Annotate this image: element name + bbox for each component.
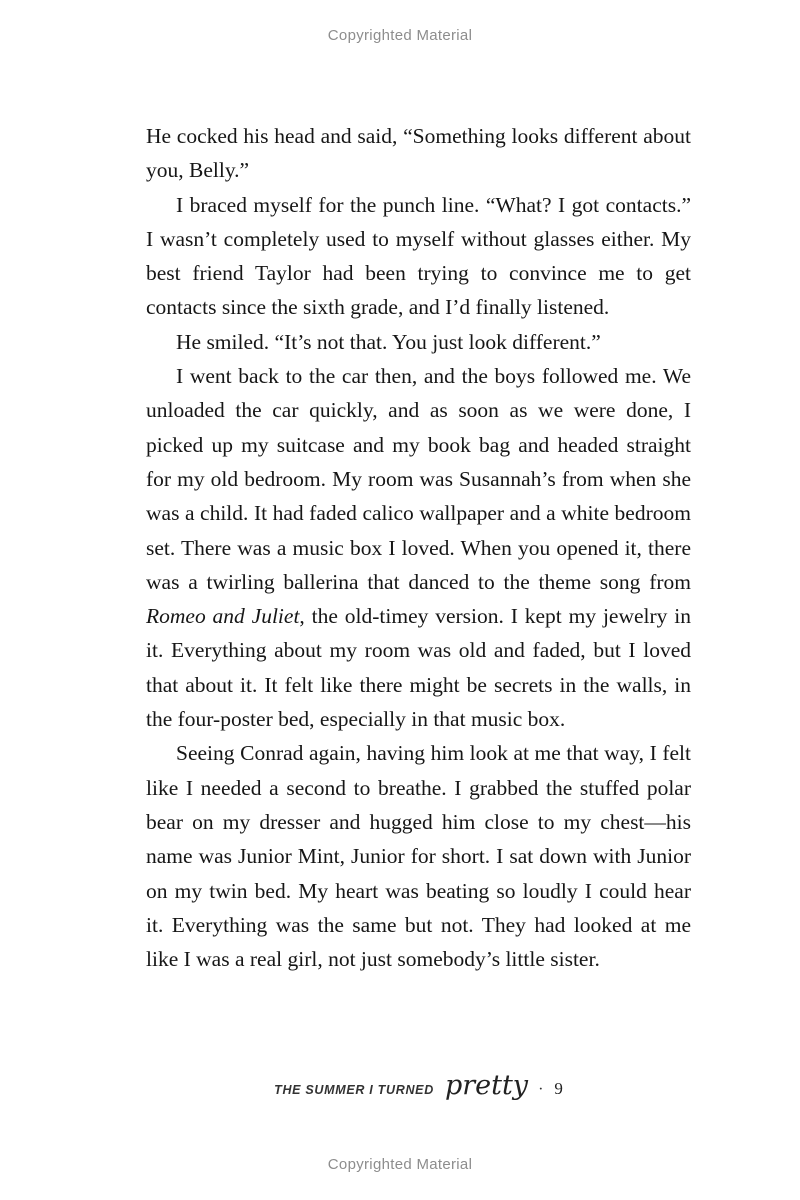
- paragraph-1: He cocked his head and said, “Something looks different about you, Belly.”: [146, 124, 691, 183]
- paragraph-4: [146, 359, 691, 736]
- page-number: 9: [554, 1079, 563, 1098]
- body-text: [146, 119, 691, 976]
- footer-separator: ·: [538, 1081, 544, 1098]
- copyright-notice-top: Copyrighted Material: [327, 27, 473, 44]
- paragraph-3: He smiled. “It’s not that. You just look different.”: [176, 329, 601, 354]
- running-footer: [146, 1070, 691, 1101]
- paragraph-5: Seeing Conrad again, having him look at me that way, I felt like I needed a second to breathe. I grabbed the stuffed polar bear on my dresser and hugged him close to my chest—his name was Junior Mint, Junior for short. I sat down with Junior on my twin bed. My heart was beating so loudly I could hear it. Everything was the same but not. They had looked at me like I was a real girl, not just somebody’s little sister.: [146, 741, 691, 972]
- copyright-notice-bottom: Copyrighted Material: [327, 1156, 473, 1173]
- paragraph-4-text-after: , the old-timey version. I kept my jewelry in it. Everything about my room was old and faded, but I loved that about it. It felt like there might be secrets in the walls, in the four-poster bed, especially in that music box.: [146, 604, 691, 732]
- paragraph-4-text-before: I went back to the car then, and the boys followed me. We unloaded the car quickly, and as soon as we were done, I picked up my suitcase and my book bag and headed straight for my old bedroom. My room was Susannah’s from when she was a child. It had faded calico wallpaper and a white bedroom set. There was a music box I loved. When you opened it, there was a twirling ballerina that danced to the theme song from: [146, 364, 691, 594]
- footer-book-title-script: pretty: [444, 1070, 529, 1101]
- paragraph-2: I braced myself for the punch line. “What? I got contacts.” I wasn’t completely used to myself without glasses either. My best friend Taylor had been trying to convince me to get contacts since the sixth grade, and I’d finally listened.: [146, 192, 691, 320]
- book-title-italic: Romeo and Juliet: [146, 604, 300, 629]
- footer-book-title-caps: THE SUMMER I TURNED: [274, 1083, 434, 1097]
